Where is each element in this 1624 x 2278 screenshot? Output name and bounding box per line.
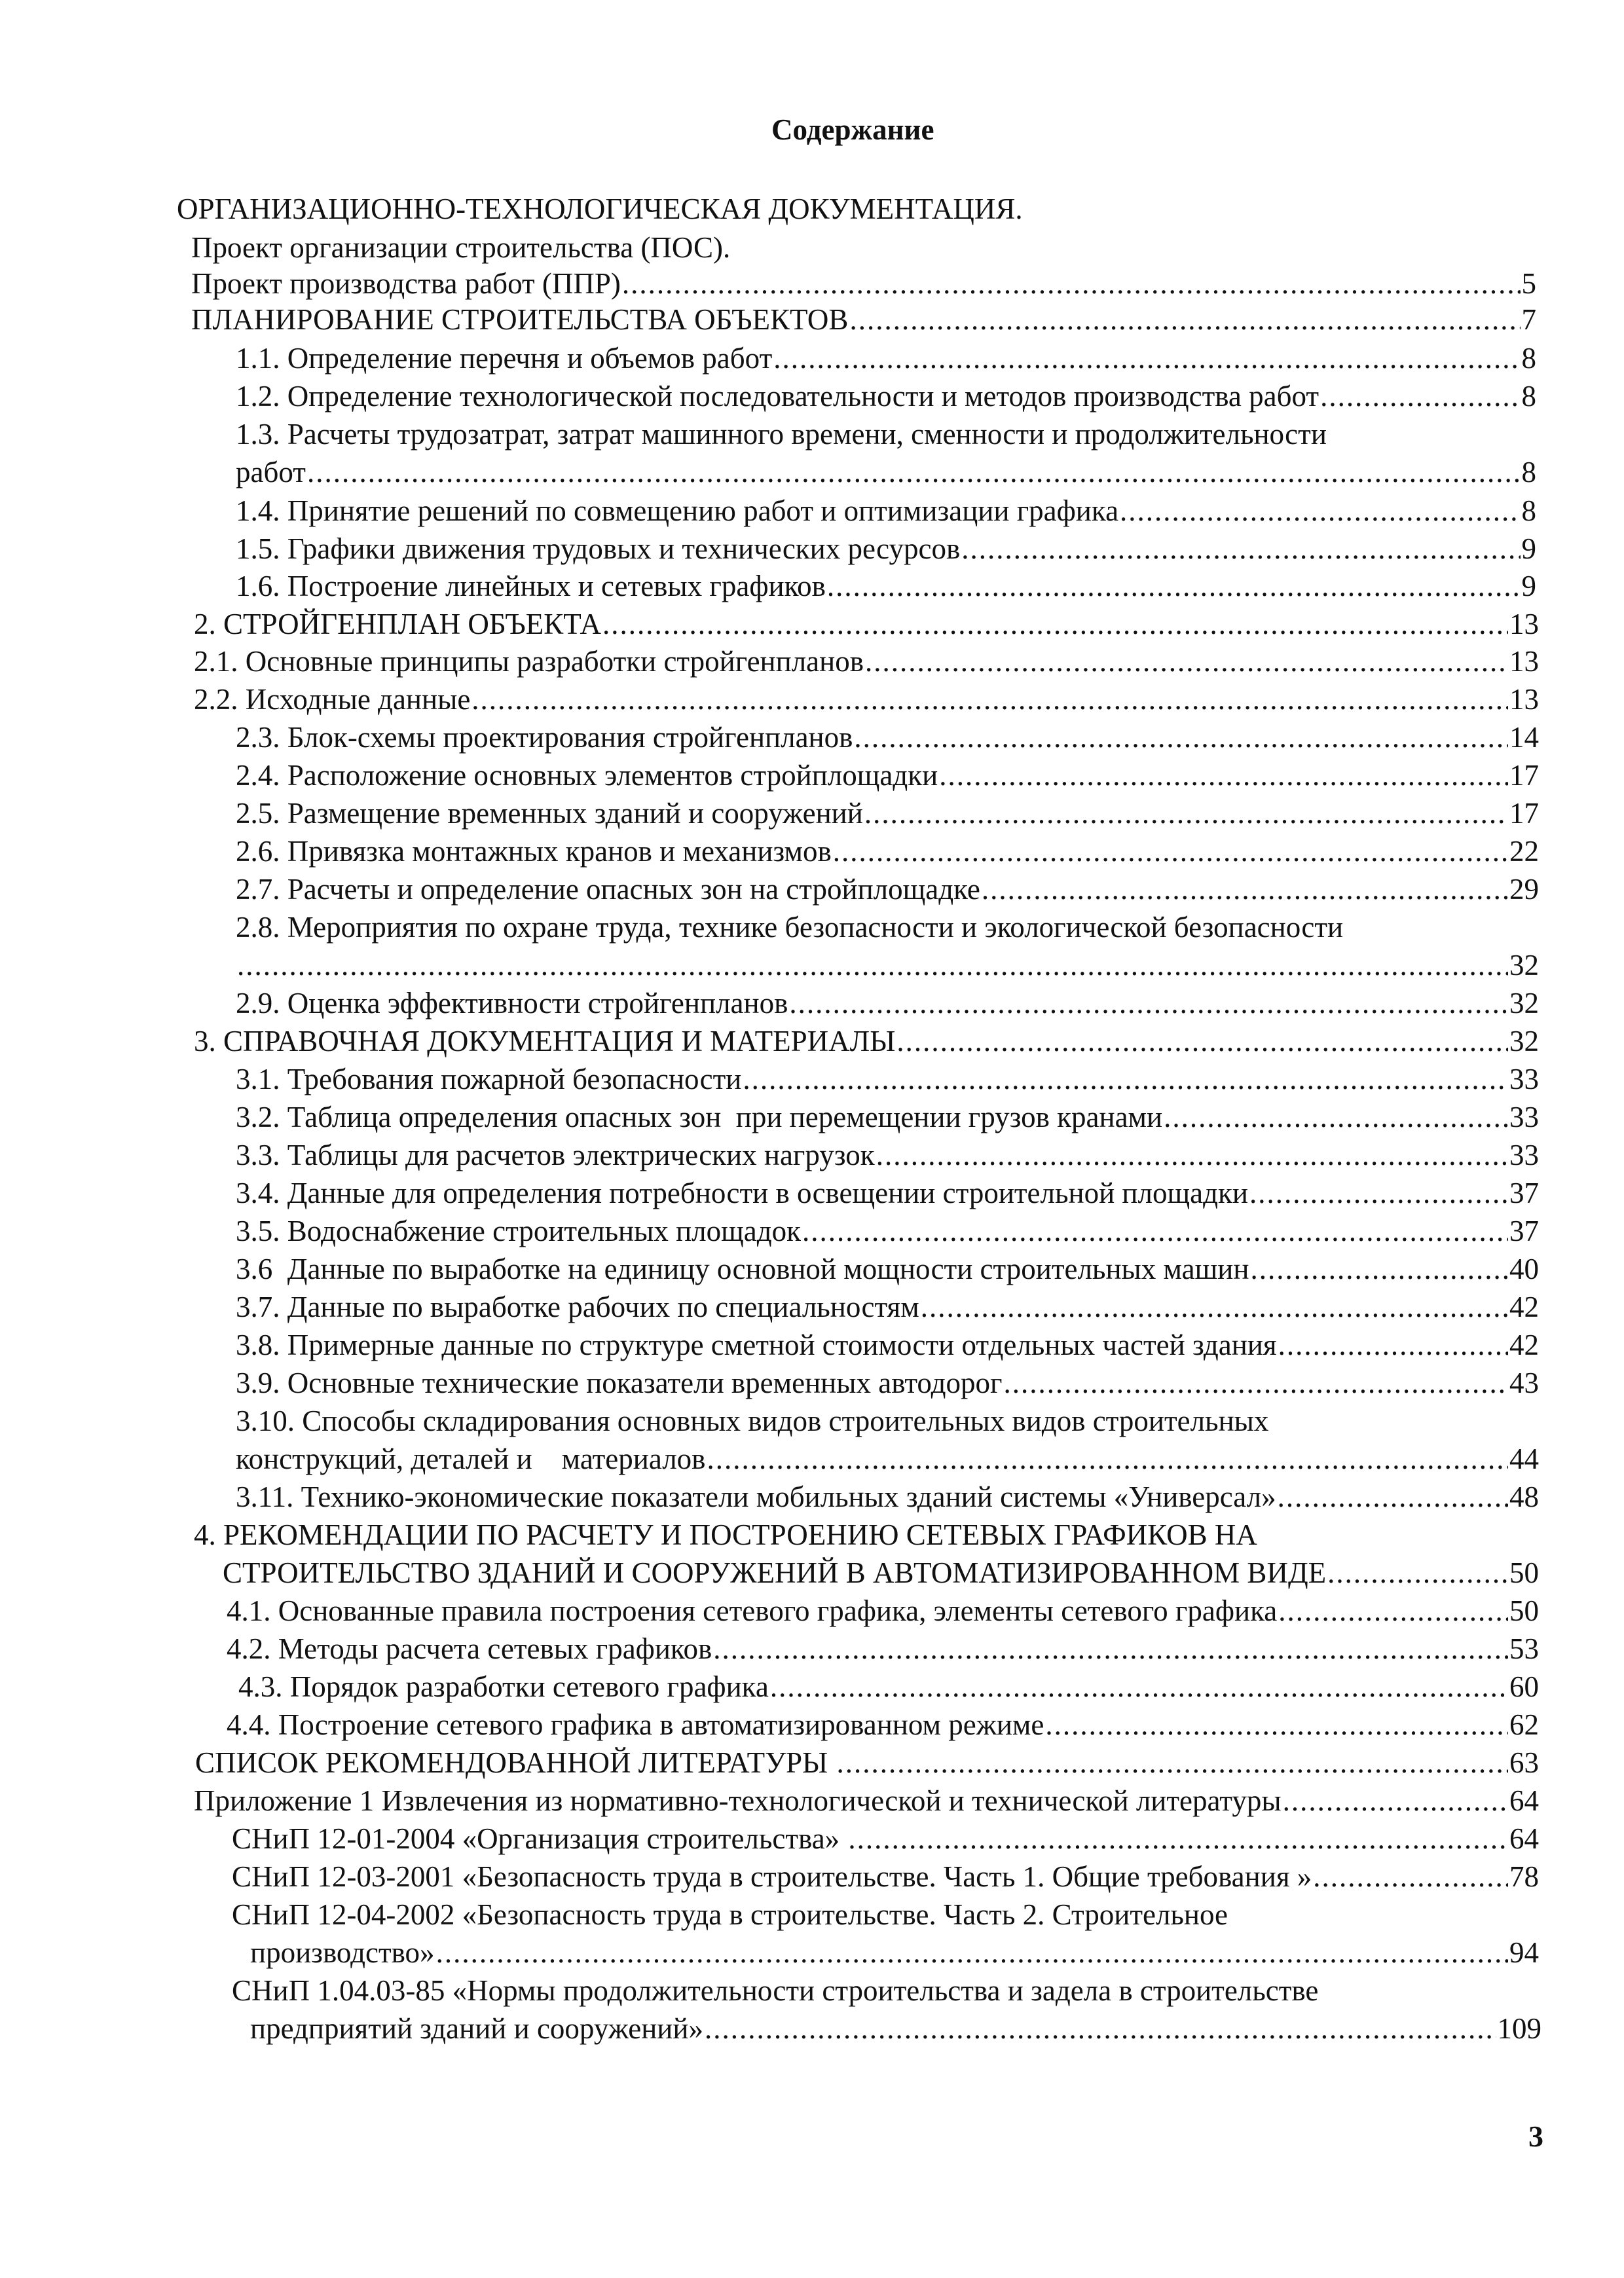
toc-entry-page: 32: [1509, 949, 1539, 982]
dot-leader: [1045, 1710, 1508, 1740]
toc-line-41: [227, 1710, 1539, 1740]
dot-leader: [1003, 1368, 1508, 1399]
toc-line-45: [232, 1862, 1539, 1892]
toc-entry-title: СПИСОК РЕКОМЕНДОВАННОЙ ЛИТЕРАТУРЫ: [195, 1746, 836, 1779]
dot-leader: [1283, 1786, 1508, 1816]
dot-leader: [1120, 496, 1520, 526]
dot-leader: [849, 304, 1520, 335]
toc-line-43: [194, 1786, 1539, 1816]
toc-entry-title: 4.4. Построение сетевого графика в автоматизированном режиме: [227, 1708, 1044, 1741]
toc-line-22: [236, 988, 1539, 1019]
toc-entry-page: 22: [1509, 835, 1539, 868]
toc-entry-title: 2.9. Оценка эффективности стройгенпланов: [236, 987, 788, 1020]
toc-entry-title: 4.3. Порядок разработки сетевого графика: [238, 1670, 769, 1703]
dot-leader: [237, 950, 1508, 981]
toc-entry-page: 13: [1509, 683, 1539, 716]
toc-entry-title: производство»: [250, 1936, 435, 1969]
dot-leader: [471, 684, 1508, 715]
toc-line-20: 2.8. Мероприятия по охране труда, технике безопасности и экологической безопасности: [236, 911, 1344, 944]
toc-entry-page: 40: [1509, 1253, 1539, 1285]
toc-entry-page: 63: [1509, 1746, 1539, 1779]
toc-entry-title: 3.8. Примерные данные по структуре сметной стоимости отдельных частей здания: [236, 1329, 1277, 1361]
toc-line-48: СНиП 1.04.03-85 «Нормы продолжительности строительства и задела в строительстве: [232, 1974, 1319, 2007]
toc-entry-title: 4.1. Основанные правила построения сетевого графика, элементы сетевого графика: [227, 1594, 1278, 1627]
toc-entry-title: 1.4. Принятие решений по совмещению работ и оптимизации графика: [236, 494, 1119, 527]
toc-line-35: [236, 1482, 1539, 1513]
toc-entry-title: 3.4. Данные для определения потребности в освещении строительной площадки: [236, 1177, 1248, 1209]
dot-leader: [833, 836, 1508, 867]
toc-entry-page: 50: [1509, 1594, 1539, 1627]
toc-entry-page: 64: [1509, 1822, 1539, 1855]
toc-line-47: [250, 1938, 1539, 1968]
toc-line-01: ОРГАНИЗАЦИОННО-ТЕХНОЛОГИЧЕСКАЯ ДОКУМЕНТАЦИЯ.: [177, 193, 1023, 225]
toc-line-30: [236, 1292, 1539, 1323]
toc-line-36: 4. РЕКОМЕНДАЦИИ ПО РАСЧЕТУ И ПОСТРОЕНИЮ СЕТЕВЫХ ГРАФИКОВ НА: [194, 1518, 1257, 1551]
toc-line-21: [236, 950, 1539, 981]
toc-line-16: [236, 760, 1539, 791]
toc-line-11: [236, 571, 1536, 602]
toc-entry-title: 2.3. Блок-схемы проектирования стройгенпланов: [236, 721, 853, 754]
dot-leader: [713, 1634, 1508, 1664]
toc-line-31: [236, 1330, 1539, 1361]
toc-entry-title: 2.4. Расположение основных элементов стройплощадки: [236, 759, 938, 792]
toc-line-19: [236, 874, 1539, 905]
toc-entry-title: 3.5. Водоснабжение строительных площадок: [236, 1215, 802, 1247]
toc-entry-title: 2.2. Исходные данные: [194, 683, 471, 716]
toc-entry-title: СТРОИТЕЛЬСТВО ЗДАНИЙ И СООРУЖЕНИЙ В АВТОМАТИЗИРОВАННОМ ВИДЕ: [223, 1556, 1327, 1589]
toc-entry-page: 33: [1509, 1101, 1539, 1133]
toc-entry-page: 9: [1521, 532, 1536, 565]
toc-entry-title: ПЛАНИРОВАНИЕ СТРОИТЕЛЬСТВА ОБЪЕКТОВ: [191, 303, 849, 336]
toc-line-04: [191, 304, 1536, 335]
toc-entry-title: Проект производства работ (ППР): [191, 267, 621, 300]
toc-line-07: 1.3. Расчеты трудозатрат, затрат машинного времени, сменности и продолжительности: [236, 418, 1327, 450]
toc-line-24: [236, 1064, 1539, 1095]
page-number: 3: [1528, 2120, 1543, 2153]
toc-entry-page: 33: [1509, 1139, 1539, 1171]
toc-line-06: [236, 381, 1536, 412]
toc-entry-page: 37: [1509, 1177, 1539, 1209]
toc-entry-page: 13: [1509, 608, 1539, 640]
toc-entry-page: 64: [1509, 1784, 1539, 1817]
dot-leader: [1313, 1862, 1508, 1892]
dot-leader: [864, 798, 1508, 829]
toc-entry-title: 2.6. Привязка монтажных кранов и механизмов: [236, 835, 832, 868]
dot-leader: [1327, 1558, 1508, 1589]
toc-entry-title: 3.6 Данные по выработке на единицу основной мощности строительных машин: [236, 1253, 1249, 1285]
toc-line-10: [236, 534, 1536, 564]
toc-entry-title: СНиП 12-01-2004 «Организация строительства»: [232, 1822, 847, 1855]
dot-leader: [865, 646, 1508, 677]
toc-line-13: [194, 646, 1539, 677]
toc-line-08: [236, 457, 1536, 488]
dot-leader: [1164, 1102, 1508, 1133]
toc-line-14: [194, 684, 1539, 715]
dot-leader: [836, 1748, 1508, 1778]
toc-entry-page: 9: [1521, 570, 1536, 602]
toc-entry-page: 17: [1509, 759, 1539, 792]
toc-entry-page: 48: [1509, 1480, 1539, 1513]
dot-leader: [876, 1140, 1508, 1171]
toc-entry-title: 2.7. Расчеты и определение опасных зон на стройплощадке: [236, 873, 980, 906]
toc-entry-title: Приложение 1 Извлечения из нормативно-технологической и технической литературы: [194, 1784, 1282, 1817]
toc-entry-page: 14: [1509, 721, 1539, 754]
toc-entry-title: работ: [236, 456, 306, 488]
toc-line-34: [236, 1444, 1539, 1475]
dot-leader: [1278, 1330, 1508, 1361]
toc-line-27: [236, 1178, 1539, 1209]
toc-entry-title: 3.2. Таблица определения опасных зон при перемещении грузов кранами: [236, 1101, 1163, 1133]
dot-leader: [789, 988, 1508, 1019]
toc-line-49: [250, 2013, 1541, 2044]
dot-leader: [770, 1672, 1508, 1702]
toc-entry-title: 3.11. Технико-экономические показатели мобильных зданий системы «Универсал»: [236, 1480, 1276, 1513]
dot-leader: [982, 874, 1508, 905]
toc-entry-title: 3.1. Требования пожарной безопасности: [236, 1063, 742, 1095]
toc-entry-page: 13: [1509, 645, 1539, 678]
toc-line-15: [236, 722, 1539, 753]
toc-entry-page: 8: [1521, 342, 1536, 375]
dot-leader: [854, 722, 1508, 753]
dot-leader: [1250, 1254, 1508, 1285]
toc-entry-page: 44: [1509, 1442, 1539, 1475]
dot-leader: [939, 760, 1508, 791]
toc-line-03: [191, 268, 1536, 299]
toc-entry-title: 3.7. Данные по выработке рабочих по специальностям: [236, 1291, 919, 1323]
toc-entry-page: 53: [1509, 1632, 1539, 1665]
dot-leader: [827, 571, 1521, 602]
toc-line-38: [227, 1596, 1539, 1626]
toc-entry-page: 5: [1521, 267, 1536, 300]
contents-heading: Содержание: [771, 113, 934, 146]
toc-line-29: [236, 1254, 1539, 1285]
toc-entry-page: 62: [1509, 1708, 1539, 1741]
toc-entry-page: 109: [1497, 2012, 1541, 2045]
toc-entry-title: предприятий зданий и сооружений»: [250, 2012, 703, 2045]
dot-leader: [743, 1064, 1508, 1095]
toc-entry-page: 7: [1521, 303, 1536, 336]
dot-leader: [705, 2013, 1496, 2044]
toc-line-17: [236, 798, 1539, 829]
toc-entry-title: 2.1. Основные принципы разработки стройгенпланов: [194, 645, 864, 678]
toc-entry-page: 94: [1509, 1936, 1539, 1969]
dot-leader: [848, 1824, 1508, 1854]
toc-entry-page: 33: [1509, 1063, 1539, 1095]
dot-leader: [602, 609, 1508, 640]
toc-entry-title: 1.1. Определение перечня и объемов работ: [236, 342, 773, 375]
toc-line-40: [238, 1672, 1539, 1702]
toc-line-25: [236, 1102, 1539, 1133]
toc-entry-title: 2. СТРОЙГЕНПЛАН ОБЪЕКТА: [194, 608, 601, 640]
toc-entry-title: 1.6. Построение линейных и сетевых графиков: [236, 570, 826, 602]
toc-line-12: [194, 609, 1539, 640]
toc-entry-page: 8: [1521, 380, 1536, 413]
dot-leader: [436, 1938, 1508, 1968]
toc-line-18: [236, 836, 1539, 867]
toc-entry-page: 8: [1521, 456, 1536, 488]
dot-leader: [961, 534, 1520, 564]
toc-entry-title: 3.9. Основные технические показатели временных автодорог: [236, 1367, 1003, 1399]
toc-line-05: [236, 343, 1536, 374]
toc-line-02: Проект организации строительства (ПОС).: [191, 231, 731, 264]
toc-line-33: 3.10. Способы складирования основных видов строительных видов строительных: [236, 1405, 1269, 1437]
toc-line-39: [227, 1634, 1539, 1664]
toc-entry-title: 3.3. Таблицы для расчетов электрических нагрузок: [236, 1139, 875, 1171]
toc-entry-title: 1.5. Графики движения трудовых и технических ресурсов: [236, 532, 961, 565]
toc-entry-title: 3. СПРАВОЧНАЯ ДОКУМЕНТАЦИЯ И МАТЕРИАЛЫ: [194, 1025, 896, 1057]
toc-entry-page: 8: [1521, 494, 1536, 527]
dot-leader: [773, 343, 1520, 374]
dot-leader: [622, 268, 1521, 299]
dot-leader: [307, 457, 1521, 488]
dot-leader: [896, 1026, 1508, 1057]
toc-line-32: [236, 1368, 1539, 1399]
toc-entry-page: 42: [1509, 1291, 1539, 1323]
toc-line-26: [236, 1140, 1539, 1171]
toc-line-44: [232, 1824, 1539, 1854]
toc-entry-title: конструкций, деталей и материалов: [236, 1442, 706, 1475]
toc-entry-title: 4.2. Методы расчета сетевых графиков: [227, 1632, 712, 1665]
dot-leader: [1249, 1178, 1508, 1209]
toc-entry-page: 43: [1509, 1367, 1539, 1399]
toc-entry-page: 50: [1509, 1556, 1539, 1589]
toc-entry-title: 1.2. Определение технологической последовательности и методов производства работ: [236, 380, 1320, 413]
toc-line-42: [195, 1748, 1539, 1778]
toc-entry-page: 37: [1509, 1215, 1539, 1247]
toc-entry-title: 2.5. Размещение временных зданий и сооружений: [236, 797, 863, 830]
toc-entry-page: 42: [1509, 1329, 1539, 1361]
dot-leader: [921, 1292, 1508, 1323]
toc-line-37: [223, 1558, 1539, 1589]
dot-leader: [802, 1216, 1508, 1247]
toc-line-46: СНиП 12-04-2002 «Безопасность труда в строительстве. Часть 2. Строительное: [232, 1898, 1228, 1931]
toc-line-09: [236, 496, 1536, 526]
toc-line-28: [236, 1216, 1539, 1247]
dot-leader: [1278, 1482, 1508, 1513]
toc-entry-page: 29: [1509, 873, 1539, 906]
toc-entry-page: 78: [1509, 1860, 1539, 1893]
dot-leader: [707, 1444, 1508, 1475]
dot-leader: [1278, 1596, 1508, 1626]
toc-line-23: [194, 1026, 1539, 1057]
toc-entry-page: 32: [1509, 1025, 1539, 1057]
dot-leader: [1320, 381, 1520, 412]
toc-entry-page: 17: [1509, 797, 1539, 830]
toc-entry-title: СНиП 12-03-2001 «Безопасность труда в строительстве. Часть 1. Общие требования »: [232, 1860, 1312, 1893]
toc-entry-page: 60: [1509, 1670, 1539, 1703]
toc-entry-page: 32: [1509, 987, 1539, 1020]
